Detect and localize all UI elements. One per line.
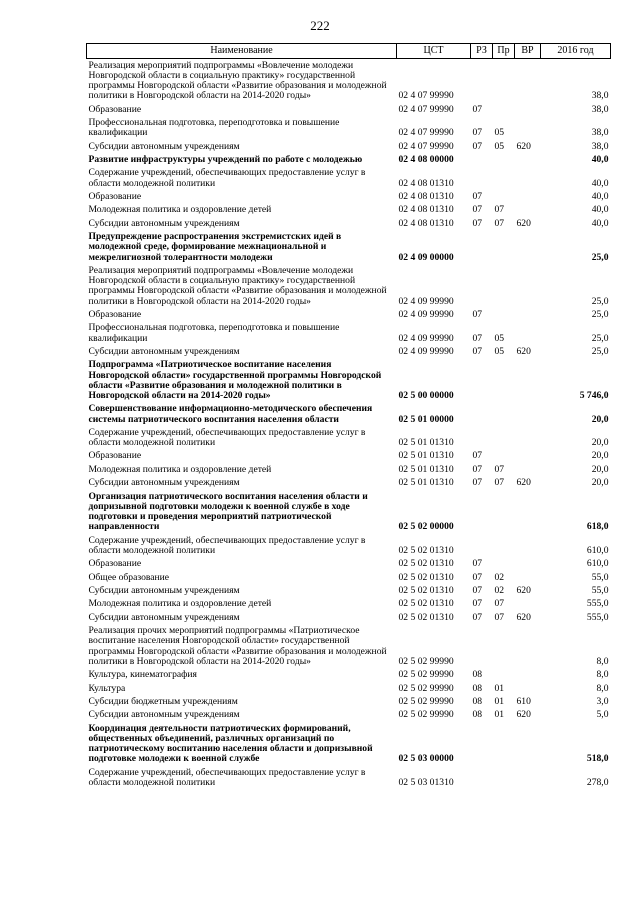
table-row [87,59,611,104]
vr-cell [515,359,541,403]
name-cell: Культура, кинематография [88,669,197,681]
sum-cell: 610,0 [586,544,609,556]
header-pr: Пр [493,44,515,59]
cst-cell: 02 5 02 01310 [398,544,454,556]
sum-cell: 40,0 [591,177,609,189]
name-cell: Субсидии бюджетным учреждениям [88,695,238,707]
sum-cell: 5,0 [596,709,609,721]
cst-cell: 02 4 08 01310 [398,190,454,202]
table-row [87,103,611,116]
vr-cell [515,571,541,584]
sum-cell: 20,0 [591,477,609,489]
table-row [87,611,611,624]
pr-cell: 07 [494,217,505,229]
pr-cell [493,625,515,669]
name-cell: Совершенствование информационно-методического обеспечения системы патриотического воспитания населения области [88,403,373,425]
cst-cell: 02 5 02 01310 [398,585,454,597]
table-row [87,217,611,230]
table-row [87,167,611,191]
vr-cell [515,558,541,571]
table-row [87,625,611,669]
header-rz: РЗ [471,44,493,59]
table-row [87,709,611,722]
table-header-row [87,44,611,59]
sum-cell: 25,0 [591,295,609,307]
name-cell: Субсидии автономным учреждениям [88,345,240,357]
table-row [87,426,611,450]
cst-cell: 02 5 02 99990 [398,695,454,707]
pr-cell: 07 [494,204,505,216]
name-cell: Образование [88,190,142,202]
cst-cell: 02 4 09 00000 [398,251,454,263]
table-row [87,766,611,790]
cst-cell: 02 5 00 00000 [398,389,454,401]
table-row [87,695,611,708]
table-row [87,322,611,346]
sum-cell: 38,0 [591,127,609,139]
pr-cell: 02 [494,585,505,597]
name-cell: Содержание учреждений, обеспечивающих предоставление услуг в области молодежной политики [88,534,366,556]
name-cell: Субсидии автономным учреждениям [88,709,240,721]
header-name: Наименование [87,44,397,59]
table-row [87,264,611,308]
pr-cell [493,153,515,166]
name-cell: Общее образование [88,571,170,583]
sum-cell: 20,0 [591,413,609,425]
pr-cell [493,59,515,104]
cst-cell: 02 5 01 01310 [398,437,454,449]
cst-cell: 02 5 02 01310 [398,598,454,610]
rz-cell: 07 [472,217,483,229]
rz-cell: 07 [472,345,483,357]
pr-cell: 07 [494,477,505,489]
rz-cell [471,59,493,104]
sum-cell: 618,0 [586,521,609,533]
sum-cell: 25,0 [591,345,609,357]
pr-cell [493,308,515,321]
rz-cell: 07 [472,598,483,610]
name-cell: Культура [88,682,126,694]
table-row [87,682,611,695]
pr-cell: 01 [494,709,505,721]
vr-cell [515,403,541,427]
cst-cell: 02 4 07 99990 [398,103,454,115]
pr-cell [493,403,515,427]
sum-cell: 3,0 [596,695,609,707]
rz-cell [471,403,493,427]
name-cell: Реализация прочих мероприятий подпрограммы «Патриотическое воспитание населения Новгородской области» государственной программы Новгородской области «Развитие образования и молодежной политики в Новгородской области на 2014-2020 годы» [88,625,387,667]
pr-cell [493,190,515,203]
name-cell: Субсидии автономным учреждениям [88,217,240,229]
vr-cell [515,231,541,265]
table-row [87,204,611,217]
pr-cell: 05 [494,345,505,357]
vr-cell [515,59,541,104]
vr-cell [515,190,541,203]
cst-cell: 02 5 02 00000 [398,521,454,533]
sum-cell: 20,0 [591,437,609,449]
budget-table [86,43,611,790]
vr-cell [515,534,541,558]
vr-cell [515,264,541,308]
header-year: 2016 год [541,44,611,59]
rz-cell: 07 [472,127,483,139]
table-row [87,308,611,321]
name-cell: Субсидии автономным учреждениям [88,140,240,152]
rz-cell: 08 [472,669,483,681]
pr-cell [493,766,515,790]
sum-cell: 278,0 [586,776,609,788]
rz-cell: 08 [472,682,483,694]
sum-cell: 25,0 [591,332,609,344]
pr-cell [493,231,515,265]
sum-cell: 8,0 [596,682,609,694]
pr-cell [493,534,515,558]
vr-cell [515,308,541,321]
vr-cell: 620 [516,611,531,623]
cst-cell: 02 5 01 01310 [398,477,454,489]
name-cell: Молодежная политика и оздоровление детей [88,204,272,216]
name-cell: Координация деятельности патриотических формирований, общественных объединений, различных организаций по патриотическому воспитанию населения области и допризывной подготовке молодежи к военной службе [88,722,373,765]
table-row [87,534,611,558]
rz-cell: 08 [472,695,483,707]
pr-cell: 02 [494,571,505,583]
table-row [87,403,611,427]
table-row [87,490,611,534]
pr-cell: 01 [494,695,505,707]
sum-cell: 518,0 [586,753,609,765]
vr-cell: 620 [516,140,531,152]
table-row [87,463,611,476]
name-cell: Образование [88,103,142,115]
cst-cell: 02 4 07 99990 [398,140,454,152]
name-cell: Профессиональная подготовка, переподготовка и повышение квалификации [88,322,340,344]
name-cell: Субсидии автономным учреждениям [88,585,240,597]
sum-cell: 38,0 [591,90,609,102]
table-row [87,231,611,265]
name-cell: Содержание учреждений, обеспечивающих предоставление услуг в области молодежной политики [88,426,366,449]
cst-cell: 02 4 09 99990 [398,308,454,320]
cst-cell: 02 4 09 99990 [398,295,454,307]
vr-cell [515,450,541,463]
table-row [87,669,611,682]
table-row [87,359,611,403]
rz-cell: 07 [472,308,483,320]
sum-cell: 555,0 [586,598,609,610]
vr-cell [515,722,541,766]
name-cell: Образование [88,308,142,320]
sum-cell: 40,0 [591,190,609,202]
name-cell: Образование [88,450,142,462]
rz-cell: 07 [472,463,483,475]
name-cell: Молодежная политика и оздоровление детей [88,463,272,475]
rz-cell: 07 [472,585,483,597]
rz-cell: 07 [472,332,483,344]
rz-cell: 07 [472,558,483,570]
pr-cell: 05 [494,332,505,344]
sum-cell: 38,0 [591,140,609,152]
pr-cell: 05 [494,127,505,139]
table-row [87,140,611,153]
vr-cell [515,463,541,476]
pr-cell [493,722,515,766]
name-cell: Предупреждение распространения экстремистских идей в молодежной среде, формирование межнациональной и межрелигиозной толерантности молодежи [88,231,342,263]
sum-cell: 20,0 [591,450,609,462]
cst-cell: 02 5 03 00000 [398,753,454,765]
vr-cell [515,103,541,116]
sum-cell: 610,0 [586,558,609,570]
name-cell: Молодежная политика и оздоровление детей [88,598,272,610]
pr-cell [493,359,515,403]
rz-cell [471,264,493,308]
pr-cell: 07 [494,463,505,475]
rz-cell [471,625,493,669]
cst-cell: 02 5 01 00000 [398,413,454,425]
cst-cell: 02 4 08 01310 [398,204,454,216]
sum-cell: 55,0 [591,585,609,597]
table-row [87,722,611,766]
table-row [87,598,611,611]
name-cell: Субсидии автономным учреждениям [88,611,240,623]
cst-cell: 02 4 09 99990 [398,332,454,344]
sum-cell: 20,0 [591,463,609,475]
pr-cell [493,167,515,191]
rz-cell [471,153,493,166]
rz-cell [471,167,493,191]
pr-cell [493,490,515,534]
vr-cell [515,625,541,669]
sum-cell: 40,0 [591,153,609,165]
name-cell: Развитие инфраструктуры учреждений по работе с молодежью [88,153,363,165]
rz-cell [471,490,493,534]
table-row [87,190,611,203]
sum-cell: 25,0 [591,308,609,320]
rz-cell: 07 [472,140,483,152]
pr-cell [493,103,515,116]
rz-cell: 07 [472,450,483,462]
table-row [87,477,611,490]
vr-cell [515,766,541,790]
pr-cell: 01 [494,682,505,694]
vr-cell: 620 [516,709,531,721]
sum-cell: 55,0 [591,571,609,583]
rz-cell [471,426,493,450]
rz-cell: 07 [472,190,483,202]
cst-cell: 02 5 03 01310 [398,776,454,788]
vr-cell: 620 [516,345,531,357]
sum-cell: 8,0 [596,655,609,667]
vr-cell [515,153,541,166]
header-cst: ЦСТ [397,44,471,59]
vr-cell [515,204,541,217]
name-cell: Реализация мероприятий подпрограммы «Вовлечение молодежи Новгородской области в социальную практику» государственной программы Новгородской области «Развитие образования и молодежной политики в Новгородской области на 2014-2020 годы» [88,59,387,102]
pr-cell: 05 [494,140,505,152]
sum-cell: 5 746,0 [579,389,609,401]
pr-cell: 07 [494,611,505,623]
cst-cell: 02 5 02 01310 [398,571,454,583]
pr-cell [493,450,515,463]
vr-cell [515,116,541,140]
cst-cell: 02 5 02 99990 [398,682,454,694]
table-row [87,450,611,463]
cst-cell: 02 5 02 01310 [398,611,454,623]
rz-cell: 07 [472,204,483,216]
cst-cell: 02 4 07 99990 [398,90,454,102]
rz-cell: 07 [472,477,483,489]
table-row [87,153,611,166]
vr-cell [515,669,541,682]
sum-cell: 555,0 [586,611,609,623]
table-row [87,345,611,358]
cst-cell: 02 5 01 01310 [398,450,454,462]
sum-cell: 40,0 [591,204,609,216]
cst-cell: 02 5 02 99990 [398,655,454,667]
rz-cell: 07 [472,571,483,583]
vr-cell [515,322,541,346]
rz-cell [471,534,493,558]
pr-cell [493,426,515,450]
rz-cell [471,231,493,265]
name-cell: Субсидии автономным учреждениям [88,477,240,489]
sum-cell: 8,0 [596,669,609,681]
rz-cell: 07 [472,611,483,623]
rz-cell [471,359,493,403]
vr-cell [515,682,541,695]
name-cell: Содержание учреждений, обеспечивающих предоставление услуг в области молодежной политики [88,167,366,189]
cst-cell: 02 4 08 01310 [398,177,454,189]
sum-cell: 25,0 [591,251,609,263]
vr-cell [515,167,541,191]
name-cell: Организация патриотического воспитания населения области и допризывной подготовки молодежи к военной службе в ходе подготовки и проведения мероприятий патриотической направленности [88,490,368,533]
vr-cell [515,426,541,450]
name-cell: Образование [88,558,142,570]
pr-cell [493,264,515,308]
name-cell: Реализация мероприятий подпрограммы «Вовлечение молодежи Новгородской области в социальную практику» государственной программы Новгородской области «Развитие образования и молодежной политики в Новгородской области на 2014-2020 годы» [88,264,387,307]
name-cell: Профессиональная подготовка, переподготовка и повышение квалификации [88,116,340,139]
vr-cell: 620 [516,585,531,597]
rz-cell: 08 [472,709,483,721]
table-row [87,558,611,571]
cst-cell: 02 4 08 01310 [398,217,454,229]
cst-cell: 02 4 09 99990 [398,345,454,357]
vr-cell [515,490,541,534]
rz-cell [471,722,493,766]
vr-cell: 620 [516,477,531,489]
cst-cell: 02 4 07 99990 [398,127,454,139]
cst-cell: 02 5 02 99990 [398,669,454,681]
sum-cell: 40,0 [591,217,609,229]
table-row [87,584,611,597]
sum-cell: 38,0 [591,103,609,115]
page-number: 222 [310,18,330,33]
name-cell: Содержание учреждений, обеспечивающих предоставление услуг в области молодежной политики [88,766,366,788]
header-vr: ВР [515,44,541,59]
vr-cell: 610 [516,695,531,707]
name-cell: Подпрограмма «Патриотическое воспитание населения Новгородской области» государственной программы Новгородской области «Развитие образования и молодежной политики в Новгородской области на 2014-2020 годы» [88,359,382,401]
rz-cell [471,766,493,790]
pr-cell: 07 [494,598,505,610]
vr-cell [515,598,541,611]
pr-cell [493,558,515,571]
cst-cell: 02 5 01 01310 [398,463,454,475]
table-row [87,571,611,584]
cst-cell: 02 5 02 99990 [398,709,454,721]
cst-cell: 02 5 02 01310 [398,558,454,570]
rz-cell: 07 [472,103,483,115]
pr-cell [493,669,515,682]
cst-cell: 02 4 08 00000 [398,153,454,165]
table-row [87,116,611,140]
vr-cell: 620 [516,217,531,229]
